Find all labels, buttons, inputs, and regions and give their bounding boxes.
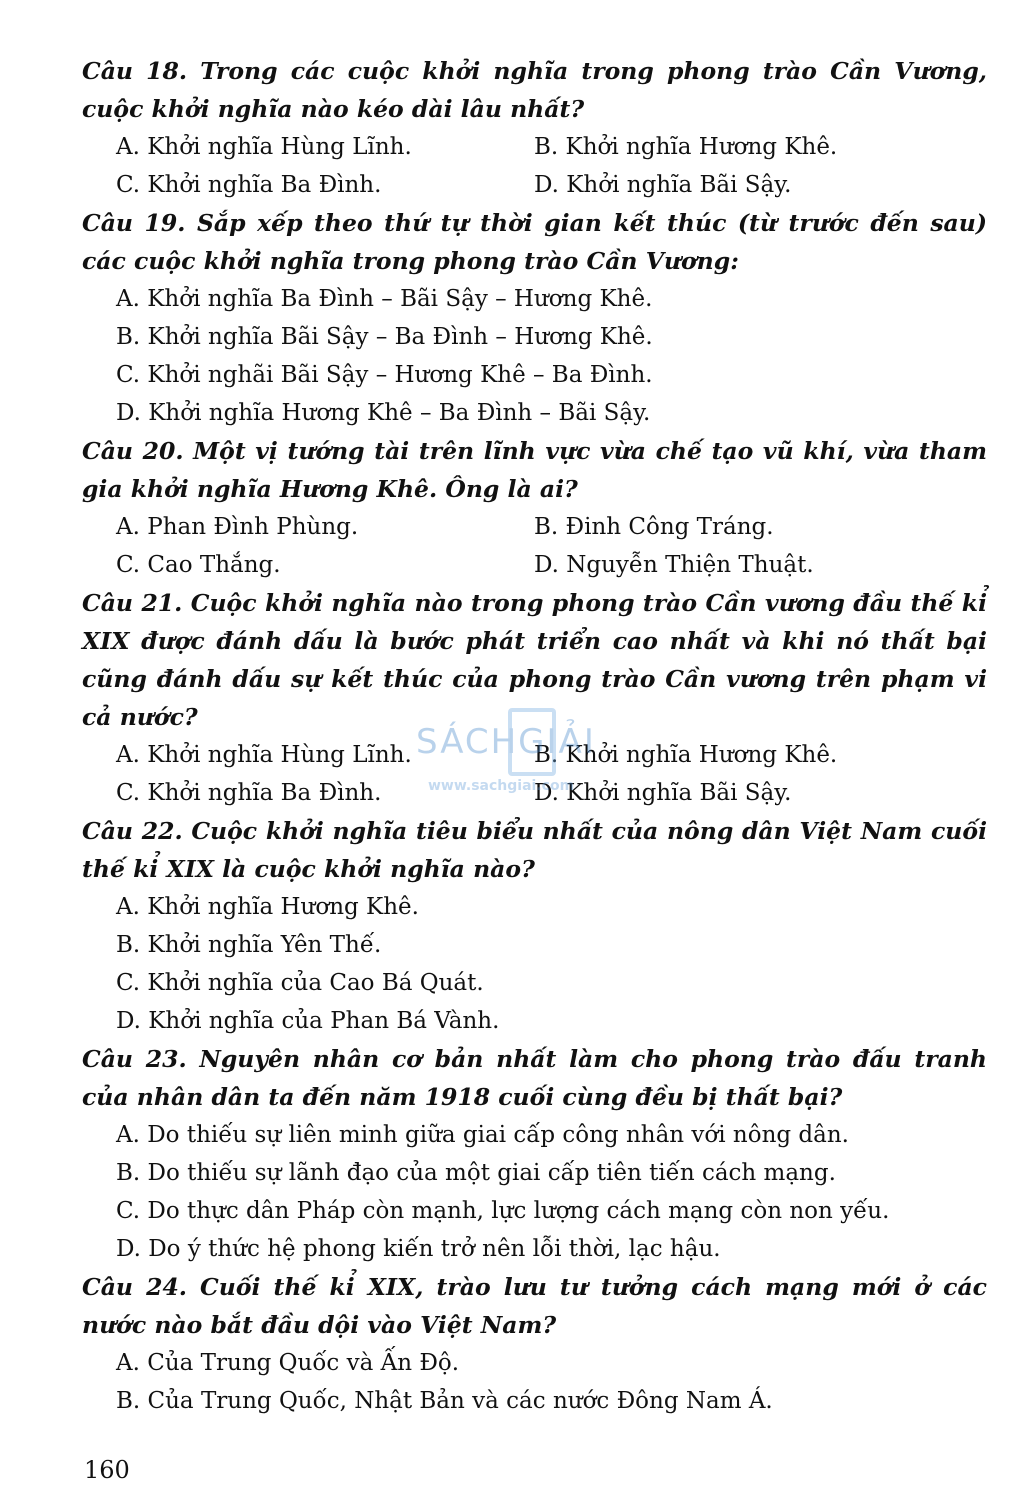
question-19 — [82, 204, 987, 432]
watermark-url: www.sachgiai.com — [428, 778, 575, 794]
option-d: D. Nguyễn Thiện Thuật. — [534, 552, 814, 578]
option-c: C. Khởi nghĩa của Cao Bá Quát. — [116, 970, 484, 996]
option-d: D. Do ý thức hệ phong kiến trở nên lỗi thời, lạc hậu. — [116, 1236, 721, 1262]
option-b: B. Khởi nghĩa Hương Khê. — [534, 134, 838, 160]
question-20 — [82, 432, 987, 584]
watermark-brand: SÁCHGIẢI — [416, 722, 596, 762]
question-text: Câu 21. Cuộc khởi nghĩa nào trong phong trào Cần vương đầu thế kỉ XIX được đánh dấu là bước phát triển cao nhất và khi nó thất bại cũng đánh dấu sự kết thúc của phong trào Cần vương trên phạm vi cả nước? — [82, 589, 987, 731]
option-c: C. Khởi nghĩa Ba Đình. — [116, 780, 382, 806]
option-c: C. Cao Thắng. — [116, 552, 281, 578]
option-a: A. Do thiếu sự liên minh giữa giai cấp công nhân với nông dân. — [116, 1122, 849, 1148]
option-a: A. Phan Đình Phùng. — [116, 514, 359, 540]
option-c: C. Khởi nghĩa Ba Đình. — [116, 172, 382, 198]
option-a: A. Khởi nghĩa Hương Khê. — [116, 894, 419, 920]
document-page — [82, 52, 987, 1420]
option-d: D. Khởi nghĩa Hương Khê – Ba Đình – Bãi Sậy. — [116, 400, 651, 426]
option-b: B. Khởi nghĩa Bãi Sậy – Ba Đình – Hương Khê. — [116, 324, 653, 350]
question-21 — [82, 584, 987, 812]
option-b: B. Của Trung Quốc, Nhật Bản và các nước Đông Nam Á. — [116, 1388, 773, 1414]
question-24 — [82, 1268, 987, 1420]
question-text: Câu 22. Cuộc khởi nghĩa tiêu biểu nhất của nông dân Việt Nam cuối thế kỉ XIX là cuộc khởi nghĩa nào? — [82, 817, 987, 883]
question-text: Câu 23. Nguyên nhân cơ bản nhất làm cho phong trào đấu tranh của nhân dân ta đến năm 1918 cuối cùng đều bị thất bại? — [82, 1045, 987, 1111]
option-c: C. Do thực dân Pháp còn mạnh, lực lượng cách mạng còn non yếu. — [116, 1198, 890, 1224]
question-text: Câu 19. Sắp xếp theo thứ tự thời gian kết thúc (từ trước đến sau) các cuộc khởi nghĩa trong phong trào Cần Vương: — [82, 209, 987, 275]
option-b: B. Khởi nghĩa Hương Khê. — [534, 742, 838, 768]
question-text: Câu 18. Trong các cuộc khởi nghĩa trong phong trào Cần Vương, cuộc khởi nghĩa nào kéo dài lâu nhất? — [82, 57, 987, 123]
question-23 — [82, 1040, 987, 1268]
option-d: D. Khởi nghĩa Bãi Sậy. — [534, 172, 792, 198]
question-text: Câu 20. Một vị tướng tài trên lĩnh vực vừa chế tạo vũ khí, vừa tham gia khởi nghĩa Hương Khê. Ông là ai? — [82, 437, 987, 503]
option-d: D. Khởi nghĩa của Phan Bá Vành. — [116, 1008, 500, 1034]
option-a: A. Của Trung Quốc và Ấn Độ. — [116, 1350, 460, 1376]
option-a: A. Khởi nghĩa Hùng Lĩnh. — [116, 134, 412, 160]
option-a: A. Khởi nghĩa Ba Đình – Bãi Sậy – Hương Khê. — [116, 286, 653, 312]
option-b: B. Do thiếu sự lãnh đạo của một giai cấp tiên tiến cách mạng. — [116, 1160, 836, 1186]
question-text: Câu 24. Cuối thế kỉ XIX, trào lưu tư tưởng cách mạng mới ở các nước nào bắt đầu dội vào Việt Nam? — [82, 1273, 987, 1339]
option-a: A. Khởi nghĩa Hùng Lĩnh. — [116, 742, 412, 768]
option-c: C. Khởi nghãi Bãi Sậy – Hương Khê – Ba Đình. — [116, 362, 653, 388]
option-b: B. Đinh Công Tráng. — [534, 514, 774, 540]
option-b: B. Khởi nghĩa Yên Thế. — [116, 932, 382, 958]
question-18 — [82, 52, 987, 204]
page-number: 160 — [84, 1456, 130, 1484]
option-d: D. Khởi nghĩa Bãi Sậy. — [534, 780, 792, 806]
question-22 — [82, 812, 987, 1040]
